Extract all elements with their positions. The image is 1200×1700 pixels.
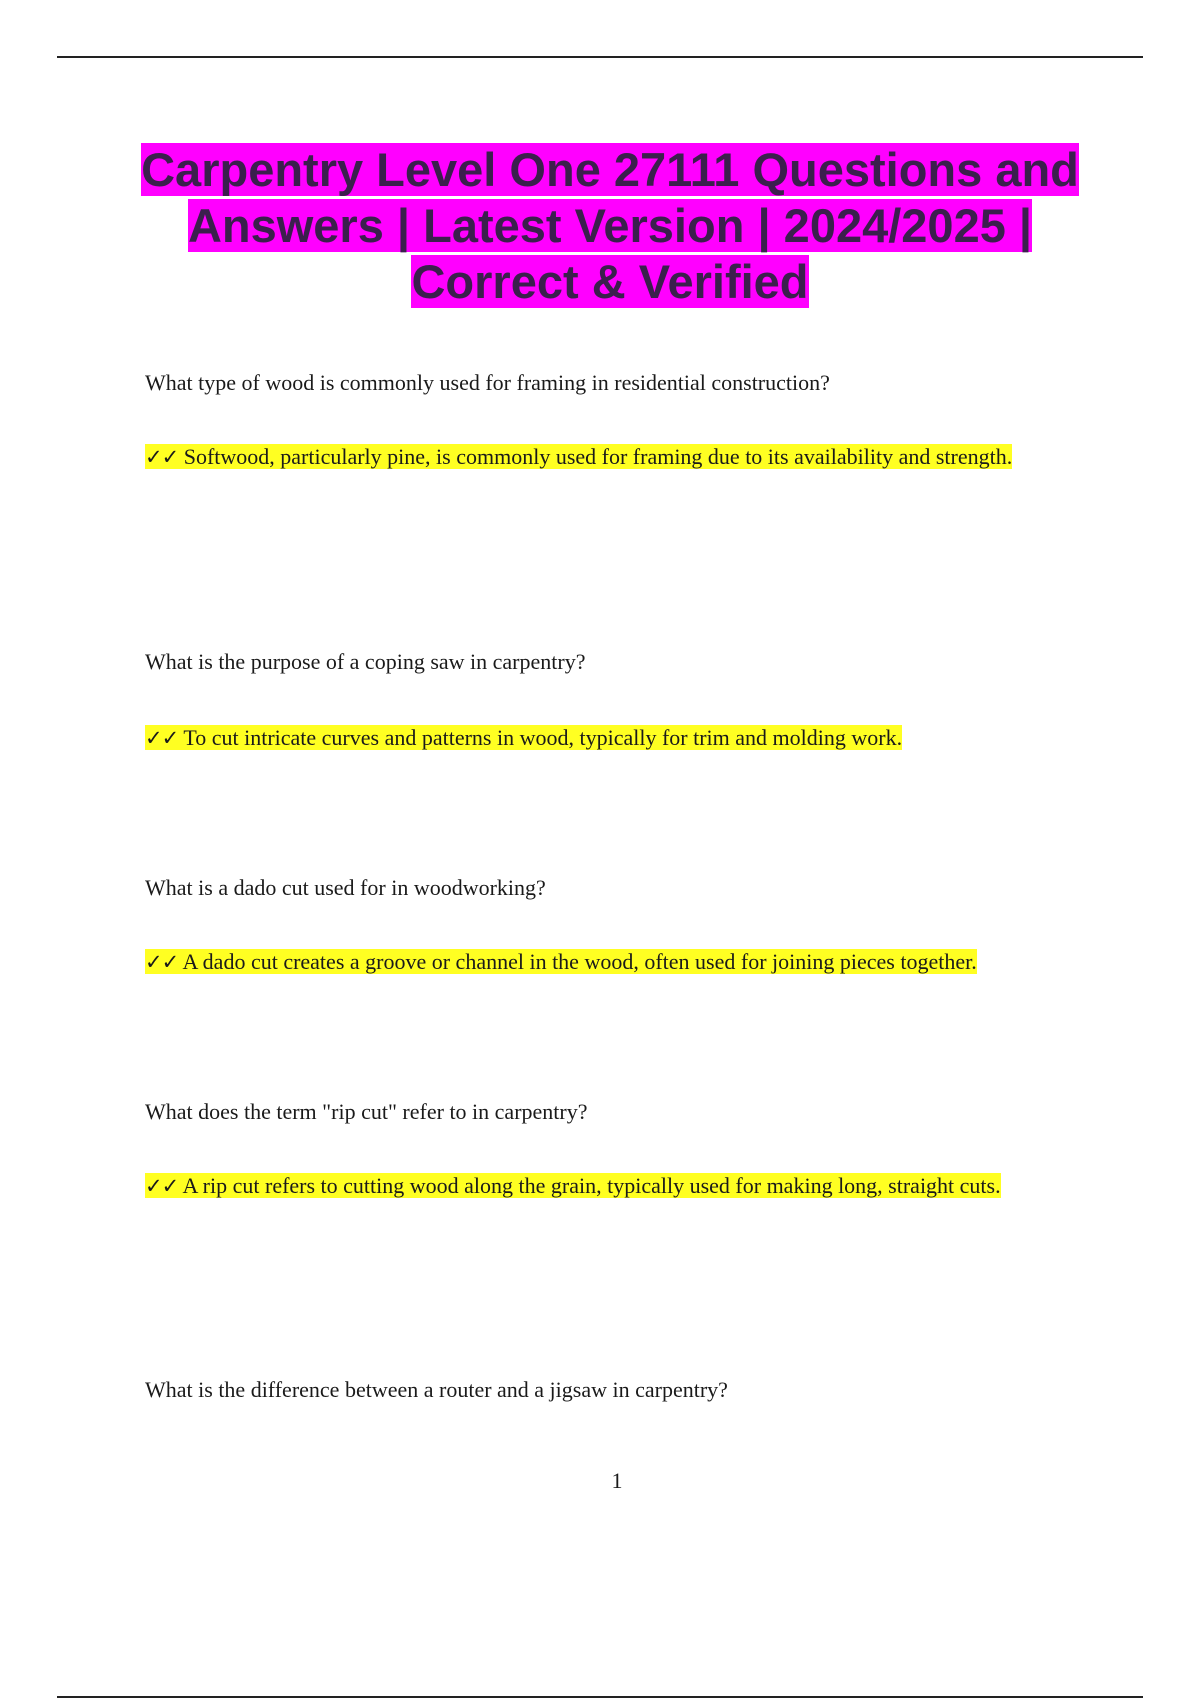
answer-3 [145,931,1085,993]
answer-4 [145,1155,1085,1217]
question-5: What is the difference between a router and a jigsaw in carpentry? [145,1377,728,1402]
answer-1-text: Softwood, particularly pine, is commonly used for framing due to its availability and strength. [183,444,1013,469]
check-icon: ✓✓ [145,1174,179,1198]
answer-1 [145,426,1085,488]
question-3: What is a dado cut used for in woodworking? [145,875,546,900]
answer-2-highlight [145,725,902,750]
question-4: What does the term "rip cut" refer to in carpentry? [145,1099,588,1124]
question-1: What type of wood is commonly used for framing in residential construction? [145,370,830,395]
top-rule [57,56,1143,58]
document-title-text: Carpentry Level One 27111 Questions and Answers | Latest Version | 2024/2025 | Correct & Verified [141,143,1079,308]
question-2: What is the purpose of a coping saw in carpentry? [145,649,586,674]
answer-1-highlight [145,444,1012,469]
page-number: 1 [611,1468,623,1493]
bottom-rule [57,1696,1143,1698]
answer-4-highlight [145,1173,1001,1198]
document-title [130,142,1090,310]
answer-4-text: A rip cut refers to cutting wood along the grain, typically used for making long, straight cuts. [182,1173,1001,1198]
check-icon: ✓✓ [145,950,179,974]
check-icon: ✓✓ [145,445,179,469]
answer-2 [145,707,1085,769]
answer-3-text: A dado cut creates a groove or channel in the wood, often used for joining pieces together. [182,949,977,974]
check-icon: ✓✓ [145,726,179,750]
answer-3-highlight [145,949,977,974]
answer-2-text: To cut intricate curves and patterns in wood, typically for trim and molding work. [183,725,903,750]
